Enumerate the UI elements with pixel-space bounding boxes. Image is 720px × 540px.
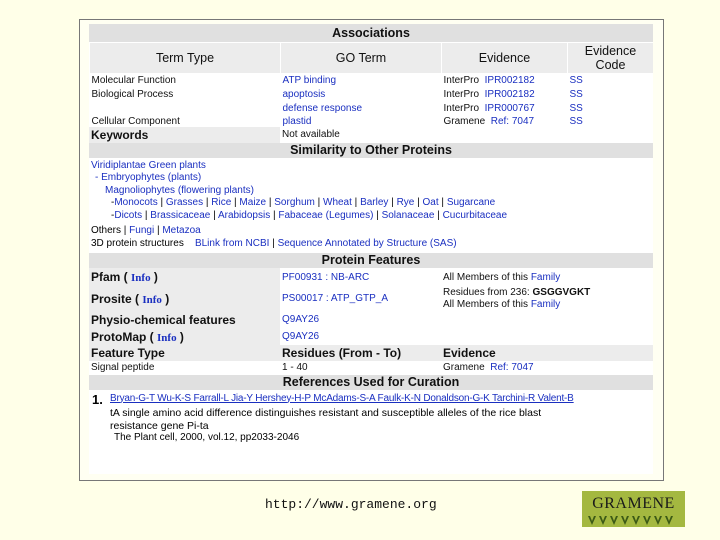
association-row: [90, 88, 654, 102]
pfam-info-link[interactable]: Info: [131, 272, 151, 284]
term-type: Molecular Function: [91, 75, 176, 87]
pfam-evidence: All Members of this Family: [443, 271, 561, 283]
feature-residues: 1 - 40: [282, 362, 308, 373]
arabidopsis-link[interactable]: Arabidopsis: [217, 209, 271, 221]
sugarcane-link[interactable]: Sugarcane: [446, 197, 496, 208]
term-type: [90, 102, 281, 116]
reference-authors-link[interactable]: Bryan-G-T Wu-K-S Farrall-L Jia-Y Hershey-H-P McAdams-S-A Faulk-K-N Donaldson-G-K Tarchini-R Valent-B: [110, 392, 574, 404]
taxon-viridiplantae[interactable]: Viridiplantae Green plants: [91, 159, 206, 171]
rye-link[interactable]: Rye: [396, 197, 415, 208]
associations-table: [89, 42, 653, 127]
evidence: InterPro IPR002182: [443, 89, 535, 100]
fabaceae-link[interactable]: Fabaceae (Legumes): [278, 209, 374, 221]
rice-link[interactable]: Rice: [211, 197, 232, 208]
reference-citation: The Plant cell, 2000, vol.12, pp2033-2046: [114, 432, 300, 443]
logo-text: GRAMENE: [592, 495, 675, 512]
sas-link[interactable]: Sequence Annotated by Structure (SAS): [277, 237, 457, 249]
prosite-evidence: Residues from 236: GSGGVGKT All Members of this Family: [443, 286, 591, 310]
grasses-link[interactable]: Grasses: [165, 197, 204, 208]
prosite-label: Prosite ( Info ): [89, 287, 280, 311]
pfam-family-link[interactable]: Family: [530, 271, 561, 283]
oat-link[interactable]: Oat: [422, 197, 439, 208]
col-feature-type: Feature Type: [91, 345, 165, 360]
prosite-family-link[interactable]: Family: [530, 298, 561, 310]
feature-type: Signal peptide: [91, 362, 155, 373]
leaf-pattern-icon: [586, 516, 681, 525]
blink-link[interactable]: BLink from NCBI: [194, 237, 270, 249]
metazoa-link[interactable]: Metazoa: [162, 225, 201, 236]
similarity-section: [89, 158, 653, 253]
gene-detail-panel: [89, 24, 653, 474]
association-row: [90, 116, 654, 127]
term-type: Cellular Component: [91, 115, 180, 127]
pfam-value-link[interactable]: PF00931 : NB-ARC: [282, 271, 370, 283]
go-term-link[interactable]: plastid: [282, 115, 312, 127]
col-term-type: Term Type: [90, 43, 281, 74]
references-header: References Used for Curation: [89, 375, 653, 390]
reference-title-line2: resistance gene Pi-ta: [110, 419, 209, 432]
dicots-link[interactable]: Dicots: [114, 209, 143, 221]
feature-ref-link[interactable]: Ref: 7047: [490, 362, 534, 373]
evidence-link[interactable]: Ref: 7047: [490, 115, 535, 127]
go-term-link[interactable]: apoptosis: [282, 89, 326, 100]
protomap-value-link[interactable]: Q9AY26: [282, 331, 320, 342]
content-frame: [79, 19, 664, 481]
associations-header: Associations: [89, 24, 653, 42]
feature-row: [89, 361, 653, 375]
prosite-info-link[interactable]: Info: [142, 293, 162, 306]
reference-number: 1.: [92, 391, 103, 407]
col-evidence: Evidence: [442, 43, 568, 74]
term-type: Biological Process: [91, 89, 174, 100]
protomap-info-link[interactable]: Info: [157, 331, 177, 344]
evidence-link[interactable]: IPR000767: [484, 103, 535, 114]
go-term-link[interactable]: ATP binding: [282, 75, 337, 87]
physio-value-link[interactable]: Q9AY26: [282, 314, 320, 325]
maize-link[interactable]: Maize: [239, 197, 267, 208]
col-feature-evidence: Evidence: [443, 345, 496, 360]
protomap-label: ProtoMap ( Info ): [89, 329, 280, 345]
wheat-link[interactable]: Wheat: [323, 197, 352, 208]
taxon-magnoliophytes[interactable]: Magnoliophytes (flowering plants): [105, 184, 254, 196]
evidence-code-link[interactable]: SS: [569, 75, 583, 87]
keywords-label: Keywords: [89, 127, 280, 143]
fungi-link[interactable]: Fungi: [129, 225, 155, 236]
evidence-link[interactable]: IPR002182: [484, 75, 535, 87]
feature-evidence: Gramene Ref: 7047: [443, 362, 534, 373]
monocots-row: -Monocots | Grasses | Rice | Maize | Sorghum | Wheat | Barley | Rye | Oat | Sugarcane: [111, 197, 496, 208]
footer-url: http://www.gramene.org: [265, 497, 437, 512]
barley-link[interactable]: Barley: [360, 197, 389, 208]
go-term-link[interactable]: defense response: [282, 103, 363, 114]
prosite-value-link[interactable]: PS00017 : ATP_GTP_A: [282, 293, 388, 304]
association-row: [90, 102, 654, 116]
cucurbitaceae-link[interactable]: Cucurbitaceae: [442, 209, 508, 221]
monocots-link[interactable]: Monocots: [114, 197, 158, 208]
brassicaceae-link[interactable]: Brassicaceae: [150, 209, 211, 221]
reference-title-line1: tA single amino acid difference distinguishes resistant and susceptible alleles of the rice blast: [110, 407, 542, 419]
evidence-code-link[interactable]: SS: [569, 103, 583, 114]
col-evidence-code: Evidence Code: [568, 43, 654, 74]
sorghum-link[interactable]: Sorghum: [274, 197, 315, 208]
protein-features-header: Protein Features: [89, 253, 653, 268]
structures-row: 3D protein structures BLink from NCBI | Sequence Annotated by Structure (SAS): [91, 237, 457, 249]
evidence: Gramene Ref: 7047: [443, 115, 535, 127]
keywords-table: [89, 127, 653, 143]
solanaceae-link[interactable]: Solanaceae: [381, 209, 435, 221]
evidence: InterPro IPR000767: [443, 103, 535, 114]
col-residues: Residues (From - To): [282, 345, 402, 360]
physio-label: Physio-chemical features: [89, 311, 280, 329]
pfam-label: Pfam ( Info ): [89, 268, 280, 287]
evidence-code-link[interactable]: SS: [569, 89, 583, 100]
keywords-value: Not available: [282, 129, 340, 140]
gramene-logo: [582, 491, 685, 527]
reference-item: [89, 390, 653, 450]
evidence-link[interactable]: IPR002182: [484, 89, 535, 100]
others-row: Others | Fungi | Metazoa: [91, 225, 201, 236]
evidence-code-link[interactable]: SS: [569, 115, 583, 127]
association-row: [90, 74, 654, 88]
col-go-term: GO Term: [281, 43, 442, 74]
evidence: InterPro IPR002182: [443, 75, 535, 87]
dicots-row: -Dicots | Brassicaceae | Arabidopsis | Fabaceae (Legumes) | Solanaceae | Cucurbitaceae: [111, 209, 508, 221]
protein-features-table: [89, 268, 653, 375]
taxon-embryophytes[interactable]: - Embryophytes (plants): [95, 172, 202, 183]
similarity-header: Similarity to Other Proteins: [89, 143, 653, 158]
